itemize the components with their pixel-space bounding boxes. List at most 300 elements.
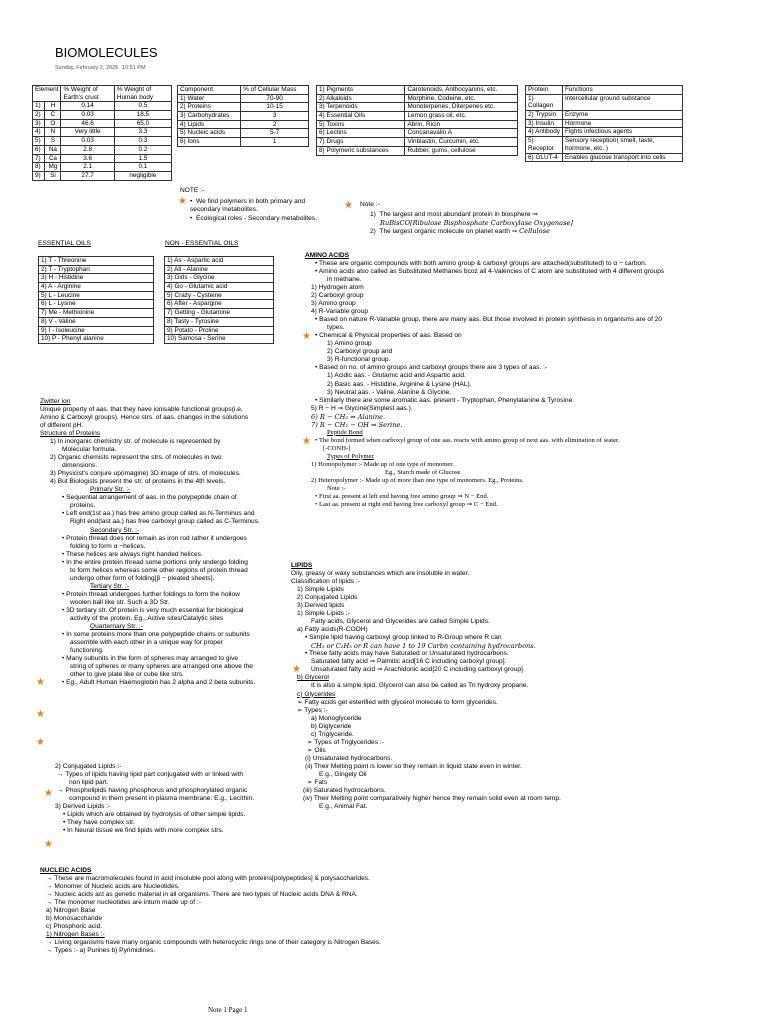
text-line: other to give plate like or cube like strs. bbox=[70, 671, 184, 679]
page-footer: Note 1 Page 1 bbox=[208, 1006, 248, 1014]
table-row bbox=[317, 112, 518, 121]
table-row bbox=[39, 309, 154, 318]
table-row bbox=[165, 265, 274, 274]
section-heading: Structure of Proteins bbox=[40, 430, 101, 438]
table-cell: 0.5 bbox=[114, 102, 171, 111]
table-cell: Rubber, gums, cellulose bbox=[405, 146, 518, 155]
note-list: • We find polymers in both primary and secondary metabolites. • Ecological roles - Secondary metabolites. bbox=[190, 198, 317, 223]
text-line: 2) Carboxyl group bbox=[311, 292, 364, 300]
note-item: The largest organic molecule on planet earth ⇒ bbox=[379, 228, 518, 236]
table-cell: 2) Trypsin bbox=[526, 111, 563, 120]
text-line: • Amino acids also called as Substituted Methanes bcoz all 4-Valencies of C atom are substituted with 4 different groups bbox=[315, 268, 665, 276]
text-line: compound in them present in plasma membrane. E.g., Lecithin. bbox=[69, 795, 255, 803]
note-item: Cellulose bbox=[519, 227, 550, 236]
section-heading: Tertiary Str. :- bbox=[90, 582, 130, 590]
table-cell: 5) Crazy - Cysteine bbox=[165, 291, 274, 300]
table-cell: 1) Water bbox=[178, 94, 241, 103]
table-cell: 2.1 bbox=[61, 163, 114, 172]
table-cell: 6) Ions bbox=[178, 138, 241, 147]
lipids-section bbox=[291, 562, 731, 811]
amino-acids-section bbox=[305, 252, 745, 509]
text-line: • Sequential arrangement of aas. in the polypeptide chain of bbox=[62, 494, 237, 502]
secondary-metabolites-table bbox=[316, 85, 518, 156]
table-row bbox=[165, 274, 274, 283]
table-cell: 2) Alkaloids bbox=[317, 94, 405, 103]
section-heading: Zwitter ion bbox=[40, 398, 71, 405]
page-date: Sunday, February 2, 2025 bbox=[55, 65, 119, 71]
text-line: • Many subunits in the form of spheres may arranged to give bbox=[62, 655, 239, 662]
table-row bbox=[526, 119, 683, 128]
table-row bbox=[165, 291, 274, 300]
table-header-cell: Protein bbox=[526, 86, 563, 95]
table-cell: 0.1 bbox=[114, 163, 171, 172]
table-row bbox=[33, 102, 172, 111]
table-cell: 10) P - Phenyl alanine bbox=[39, 335, 154, 344]
text-line: Saturated fatty acid ⇒ Palmitic acid[16 C including carboxyl group]. bbox=[311, 658, 507, 666]
text-line: (iii) Saturated hydrocarbons. bbox=[303, 786, 386, 794]
star-icon: ★ bbox=[44, 839, 53, 850]
text-line: • Based on no. of amino groups and carboxyl groups there are 3 types of aas. :- bbox=[315, 364, 548, 372]
table-row bbox=[39, 335, 154, 344]
table-cell: Lemon grass oil, etc. bbox=[405, 112, 518, 121]
table-row bbox=[317, 94, 518, 103]
table-cell: Sensory reception( smell, taste, hormone, etc. ) bbox=[562, 137, 682, 153]
table-row bbox=[165, 317, 274, 326]
page-time: 10:51 PM bbox=[122, 65, 146, 71]
table-cell: 10) Samosa - Serine bbox=[165, 335, 274, 344]
table-cell: O bbox=[45, 119, 61, 128]
text-line: functioning. bbox=[70, 646, 104, 654]
table-row bbox=[317, 146, 518, 155]
text-line: → Phospholipids having phosphorus and phosphorylated organic bbox=[57, 787, 248, 795]
text-line: • They have complex str. bbox=[63, 819, 135, 827]
table-cell: 6) bbox=[33, 145, 45, 154]
table-cell: 3.3 bbox=[114, 128, 171, 137]
text-line: ➢ Types of Triglycerides :- bbox=[307, 738, 384, 746]
text-line: → The monomer nucleotides are inturn made up of :- bbox=[46, 899, 201, 907]
essential-oils-table bbox=[38, 256, 154, 344]
table-row bbox=[33, 111, 172, 120]
text-line: • These helices are always right handed helices. bbox=[62, 550, 203, 558]
non-essential-oils-title: NON - ESSENTIAL OILS bbox=[165, 240, 239, 247]
table-cell: Enables glucose transport into cells bbox=[562, 153, 682, 162]
text-line: Types of Polymer bbox=[327, 452, 374, 460]
table-row bbox=[39, 326, 154, 335]
table-cell: 7) bbox=[33, 154, 45, 163]
star-icon: ★ bbox=[302, 436, 311, 447]
table-cell: 4) Lipids bbox=[178, 120, 241, 129]
table-cell: Si bbox=[45, 171, 61, 180]
cellular-mass-table bbox=[177, 85, 309, 147]
text-line: • Protein thread does not remain as iron rod rather it undergoes bbox=[62, 534, 247, 542]
text-line: c) Phosphoric acid. bbox=[46, 923, 103, 931]
text-line: • Simple lipid having carboxyl group linked to R-Group where R can bbox=[305, 634, 502, 642]
star-icon: ★ bbox=[178, 196, 187, 207]
text-line: → Nucleic acids act as genetic material in all organisms. There are two types of Nucleic acids DNA & RNA. bbox=[46, 891, 358, 899]
section-heading: NUCLEIC ACIDS bbox=[40, 867, 92, 874]
protein-functions-table bbox=[525, 85, 683, 162]
text-line: c) Triglyceride. bbox=[311, 730, 354, 738]
table-cell: Abrin, Ricin bbox=[405, 120, 518, 129]
table-cell: 18.5 bbox=[114, 111, 171, 120]
table-header-row bbox=[526, 86, 683, 95]
table-cell: 0.03 bbox=[61, 137, 114, 146]
table-cell: Carotenoids, Anthocyanins, etc. bbox=[405, 86, 518, 95]
star-icon: ★ bbox=[36, 737, 45, 748]
note-label: NOTE :- bbox=[180, 187, 205, 194]
text-line: assemble with each other in a unique way for proper bbox=[70, 638, 223, 646]
table-cell: 65.0 bbox=[114, 119, 171, 128]
table-cell: 1) bbox=[33, 102, 45, 111]
table-row bbox=[39, 291, 154, 300]
text-line: folding to form α −helices. bbox=[70, 542, 146, 550]
table-cell: H bbox=[45, 102, 61, 111]
table-row bbox=[178, 103, 309, 112]
text-line: a) Monoglyceride bbox=[311, 714, 362, 722]
table-row bbox=[33, 137, 172, 146]
table-cell: 4) A - Arginine bbox=[39, 283, 154, 292]
table-cell: 6) L - Lysine bbox=[39, 300, 154, 309]
table-cell: negligible bbox=[114, 171, 171, 180]
text-line: (i) Unsaturated hydrocarbons. bbox=[305, 754, 393, 762]
text-line: • Based on nature R-Variable group, there are many aas. But those involved in protein synthesis in organisms are of 20 bbox=[315, 316, 663, 324]
text-line: 2) Conjugated Lipids bbox=[297, 594, 358, 602]
table-row bbox=[317, 120, 518, 129]
table-cell: Na bbox=[45, 145, 61, 154]
star-icon: ★ bbox=[36, 709, 45, 720]
text-line: 1) Amino group bbox=[327, 340, 372, 348]
text-line: • These are organic compounds with both amino group & carboxyl groups are attached(substituted) to α − carbon. bbox=[315, 260, 647, 268]
text-line: b) Glycerol bbox=[297, 674, 329, 682]
table-cell: 6) Lectins bbox=[317, 129, 405, 138]
star-icon: ★ bbox=[36, 677, 45, 688]
table-cell: 70-90 bbox=[241, 94, 309, 103]
table-row bbox=[526, 153, 683, 162]
table-row bbox=[33, 163, 172, 172]
section-heading: LIPIDS bbox=[291, 562, 313, 569]
table-row bbox=[178, 129, 309, 138]
table-row bbox=[526, 94, 683, 110]
text-line: 1) Nitrogen Bases :- bbox=[46, 931, 105, 939]
text-line: Classification of lipids :- bbox=[291, 578, 360, 586]
table-cell: Concanavalin A bbox=[405, 129, 518, 138]
proteins-section bbox=[40, 398, 285, 687]
table-row bbox=[33, 171, 172, 180]
star-icon: ★ bbox=[344, 200, 353, 211]
table-header-cell: Element bbox=[33, 86, 61, 102]
text-line: • These fatty acids may have Saturated or Unsaturated hydrocarbons. bbox=[305, 650, 509, 658]
table-cell: 8) Tasty - Tyrosine bbox=[165, 317, 274, 326]
star-icon: ★ bbox=[44, 788, 53, 799]
table-cell: Ca bbox=[45, 154, 61, 163]
text-line: 4) But Biologists present the str. of proteins in the 4th levels. bbox=[50, 478, 226, 486]
table-cell: 3) Insulin bbox=[526, 119, 563, 128]
table-cell: 5) Toxins bbox=[317, 120, 405, 129]
section-heading: AMINO ACIDS bbox=[305, 252, 350, 259]
table-row bbox=[33, 145, 172, 154]
text-line: 3) R-functional group. bbox=[327, 356, 391, 364]
table-row bbox=[39, 283, 154, 292]
text-line: woolen ball like str. Such a 3D Str. bbox=[70, 598, 170, 606]
text-line: 2) Basic aas. - Histidine, Arginine & Lysine (HAL). bbox=[327, 380, 472, 388]
table-cell: S bbox=[45, 137, 61, 146]
text-line: → Types :- a) Purines b) Pyrimidines. bbox=[46, 947, 156, 955]
text-line: Peptide Bond bbox=[327, 428, 363, 436]
table-cell: 5) bbox=[33, 137, 45, 146]
text-line: Amino & Carboxyl groups). Hence strs. of aas. changes in the solutions bbox=[40, 414, 249, 422]
table-cell: 2) All - Alanine bbox=[165, 265, 274, 274]
text-line: • Last aa. present at right end having free carboxyl group ⇒ C − End. bbox=[315, 500, 498, 508]
table-header-cell: Component bbox=[178, 86, 241, 95]
table-cell: 9) bbox=[33, 171, 45, 180]
text-line: 2) Carboxyl group and bbox=[327, 348, 393, 356]
star-icon: ★ bbox=[302, 331, 311, 342]
table-row bbox=[178, 120, 309, 129]
table-row bbox=[165, 326, 274, 335]
table-row bbox=[526, 128, 683, 137]
text-line: E.g., Gingely Oil bbox=[319, 770, 367, 778]
table-cell: 27.7 bbox=[61, 171, 114, 180]
text-line: 3) Physicist's conjure up(imagine) 3D image of strs. of molecules. bbox=[50, 470, 241, 478]
text-line: 1) Simple Lipids bbox=[297, 586, 344, 594]
table-cell: 7) Me - Methionine bbox=[39, 309, 154, 318]
table-cell: 2) Proteins bbox=[178, 103, 241, 112]
text-line: non lipid part. bbox=[69, 779, 109, 787]
table-cell: Very little bbox=[61, 128, 114, 137]
essential-oils-title: ESSENTIAL OILS bbox=[38, 240, 91, 247]
page-title: BIOMOLECULES bbox=[55, 45, 158, 60]
table-row bbox=[317, 138, 518, 147]
table-cell: 8) bbox=[33, 163, 45, 172]
table-cell: 5) Receptor bbox=[526, 137, 563, 153]
table-cell: 2) T - Tryptophan bbox=[39, 265, 154, 274]
text-line: 3) Amino group bbox=[311, 300, 356, 308]
text-line: activity of the protein. Eg., Active sites/Catalytic sites bbox=[70, 614, 224, 622]
table-row bbox=[39, 317, 154, 326]
text-line: (iv) Their Melting point comparatively higher hence they remain solid even at room temp. bbox=[303, 794, 561, 802]
table-header-row bbox=[33, 86, 172, 102]
text-line: 1) Acidic aas. - Glutamic acid and Aspartic acid. bbox=[327, 372, 466, 380]
table-cell: 0.14 bbox=[61, 102, 114, 111]
table-header-cell: % of Cellular Mass bbox=[241, 86, 309, 95]
text-line: 5) R − H ⇒ Glycine(Simplest aas.). bbox=[311, 404, 413, 412]
table-row bbox=[317, 103, 518, 112]
text-line: 1) In inorganic chemistry str. of molecule is represented by bbox=[50, 438, 221, 446]
table-row bbox=[178, 94, 309, 103]
table-cell: 8) V - Valine bbox=[39, 317, 154, 326]
lipids-continued bbox=[55, 763, 290, 835]
table-row bbox=[526, 111, 683, 120]
text-line: → Types of lipids having lipid part conjugated with or linked with bbox=[57, 771, 244, 779]
table-cell: 8) Polymeric substances bbox=[317, 146, 405, 155]
table-cell: 5) Nucleic acids bbox=[178, 129, 241, 138]
table-cell: 0.3 bbox=[114, 137, 171, 146]
note-item: The largest and most abundant protein in biosphere ⇒ bbox=[379, 211, 538, 218]
text-line: • In Neural tissue we find lipids with more complex strs. bbox=[63, 827, 224, 835]
table-header-row bbox=[178, 86, 309, 95]
table-cell: 1) Pigments bbox=[317, 86, 405, 95]
table-row bbox=[165, 283, 274, 292]
text-line: • Lipids which are obtained by hydrolysis of other simple lipids. bbox=[63, 811, 246, 819]
table-cell: 4) bbox=[33, 128, 45, 137]
table-cell: Fights infectious agents bbox=[562, 128, 682, 137]
table-cell: 3) Terpenoids bbox=[317, 103, 405, 112]
table-cell: 4) Antibody bbox=[526, 128, 563, 137]
text-line: Fatty acids, Glycerol and Glycerides are called Simple Lipids. bbox=[311, 618, 490, 626]
table-cell: 2) bbox=[33, 111, 45, 120]
text-line: → Monomer of Nucleic acids are Nucleotides. bbox=[46, 883, 180, 891]
text-line: a) Fatty acids(R-COOH) bbox=[297, 626, 368, 634]
table-cell: 5-7 bbox=[241, 129, 309, 138]
text-line: 3) Neutral aas. - Valine, Alanine & Glycine. bbox=[327, 388, 452, 396]
table-cell: 6) GLUT-4 bbox=[526, 153, 563, 162]
table-cell: 3) Carbohydrates bbox=[178, 112, 241, 121]
table-row bbox=[39, 274, 154, 283]
text-line: Oily, greasy or waxy substances which are insoluble in water. bbox=[291, 570, 470, 578]
table-row bbox=[165, 300, 274, 309]
table-header-cell: % Weight of Human body bbox=[114, 86, 171, 102]
table-cell: 0.03 bbox=[61, 111, 114, 120]
text-line: 2) Conjugated Lipids :- bbox=[55, 763, 122, 770]
table-cell: 1) As - Aspartic acid bbox=[165, 257, 274, 266]
text-line: Unique property of aas. that they have ionisable functional groups(i.e, bbox=[40, 406, 243, 414]
table-row bbox=[165, 335, 274, 344]
note-list: 1) The largest and most abundant protein in biosphere ⇒ RuBisCO[Ribulose Bisphosphate Carboxylase Oxygenase] 2) The largest organic molecule on planet earth ⇒ Cellulose bbox=[370, 211, 670, 236]
text-line: Eg., Starch made of Glucose bbox=[385, 468, 461, 476]
table-row bbox=[39, 265, 154, 274]
section-heading: Secondary Str. :- bbox=[90, 526, 140, 534]
table-cell: Vinblastin, Curcumin, etc. bbox=[405, 138, 518, 147]
table-cell: 1.5 bbox=[114, 154, 171, 163]
table-row bbox=[33, 128, 172, 137]
table-cell: 2.8 bbox=[61, 145, 114, 154]
note-label: Note :- bbox=[360, 201, 380, 208]
section-heading: Quarternary Str. :- bbox=[90, 622, 143, 630]
text-line: ➢ Fatty acids get esterified with glycerol molecule to form glycerides. bbox=[297, 698, 498, 706]
text-line: a) Nitrogen Base bbox=[46, 907, 96, 915]
text-line: types. bbox=[327, 324, 345, 332]
table-cell: N bbox=[45, 128, 61, 137]
text-line: 6) R − CH₃ ⇒ Alanine. bbox=[311, 412, 386, 421]
text-line: E.g., Animal Fat. bbox=[319, 802, 368, 810]
table-cell: 2 bbox=[241, 120, 309, 129]
text-line: • 3D tertiary str. Of protein is very much essential for biological bbox=[62, 606, 244, 614]
table-cell: 46.6 bbox=[61, 119, 114, 128]
table-row bbox=[165, 257, 274, 266]
table-row bbox=[165, 309, 274, 318]
note-item: Ecological roles - Secondary metabolites. bbox=[195, 215, 317, 223]
text-line: • Protein thread undergoes further foldings to form the hollow bbox=[62, 590, 240, 598]
star-icon: ★ bbox=[292, 664, 301, 675]
table-row bbox=[178, 138, 309, 147]
text-line: dimensions. bbox=[62, 462, 98, 470]
table-cell: 4) Essential Oils bbox=[317, 112, 405, 121]
text-line: 4) R-Variable group bbox=[311, 308, 369, 316]
table-row bbox=[526, 137, 683, 153]
text-line: 3) Derived Lipids :- bbox=[55, 803, 111, 811]
text-line: → Living organisms have many organic compounds with heterocyclic rings one of their category is Nitrogen Bases. bbox=[46, 939, 381, 947]
text-line: It is also a simple lipid. Glycerol can also be called as Tri hydroxy propane. bbox=[311, 682, 529, 690]
text-line: b) Diglyceride bbox=[311, 722, 352, 730]
text-line: string of spheres or many spheres are arranged one above the bbox=[70, 663, 253, 671]
table-cell: Enzyme bbox=[562, 111, 682, 120]
table-row bbox=[317, 86, 518, 95]
table-cell: 3) H - Histidine bbox=[39, 274, 154, 283]
text-line: 1) Simple Lipids :- bbox=[297, 610, 350, 618]
text-line: 1) Hydrogen atom bbox=[311, 284, 364, 292]
text-line: (ii) Their Melting point is lower so they remain in liquid state even in winter. bbox=[305, 762, 522, 770]
table-cell: 3) bbox=[33, 119, 45, 128]
table-cell: Morphine, Codeine, etc. bbox=[405, 94, 518, 103]
text-line: ➢ Oils bbox=[307, 746, 326, 754]
section-heading: Primary Str. :- bbox=[90, 486, 131, 494]
table-cell: 1 bbox=[241, 138, 309, 147]
table-cell: Monoterpenes, Diterpenes etc. bbox=[405, 103, 518, 112]
table-cell: C bbox=[45, 111, 61, 120]
table-cell: 9) I - Isoleucine bbox=[39, 326, 154, 335]
note-item: RuBisCO[Ribulose Bisphosphate Carboxylase Oxygenase] bbox=[380, 219, 573, 228]
text-line: • The bond formed when carboxyl group of one aas. reacts with amino group of next aas. with elimination of water. bbox=[315, 436, 620, 444]
table-cell: Hormone bbox=[562, 119, 682, 128]
table-cell: 4) Go - Glutamic acid bbox=[165, 283, 274, 292]
table-cell: 3) Girls - Glycine bbox=[165, 274, 274, 283]
text-line: CH₃ or C₂H₅ or R can have 1 to 19 Carbn containing hydrocarbons. bbox=[311, 642, 536, 651]
text-line: • Chemical & Physical properties of aas. Based on bbox=[315, 332, 462, 340]
non-essential-oils-table bbox=[164, 256, 274, 344]
text-line: • Left end(1st aa.) has free amino group called as N-Terminus and bbox=[62, 510, 255, 518]
text-line: 2) Organic chemists represent the strs. of molecules in two bbox=[50, 454, 222, 462]
text-line: proteins. bbox=[70, 502, 96, 510]
table-cell: 1) T - Threonine bbox=[39, 257, 154, 266]
table-cell: 10-15 bbox=[241, 103, 309, 112]
table-row bbox=[317, 129, 518, 138]
table-row bbox=[39, 257, 154, 266]
table-cell: 7) Drugs bbox=[317, 138, 405, 147]
text-line: in methane. bbox=[327, 276, 362, 284]
text-line: undergo other form of folding[β − pleated sheets]. bbox=[70, 574, 215, 582]
nucleic-acids-section bbox=[40, 867, 740, 955]
text-line: of different pH. bbox=[40, 422, 84, 430]
text-line: • In some proteins more than one polypeptide chains or subunits bbox=[62, 630, 250, 638]
table-row bbox=[178, 112, 309, 121]
text-line: b) Monosaccharide bbox=[46, 915, 103, 923]
text-line: 3) Derived lipids bbox=[297, 602, 345, 610]
text-line: ➢ Types :- bbox=[297, 706, 328, 714]
text-line: Molecular formula. bbox=[62, 446, 117, 454]
text-line: 1) Homopolymer :- Made up of one type of monomer. bbox=[311, 460, 454, 468]
text-line: • Similarly there are some aromatic aas. present - Tryptophan, Phenylalanine & Tyrosine. bbox=[315, 396, 575, 404]
table-header-cell: % Weight of Earth's crust bbox=[61, 86, 114, 102]
text-line: Note :- bbox=[327, 484, 346, 492]
elements-table bbox=[32, 85, 172, 181]
text-line: ➢ Fats bbox=[307, 778, 328, 786]
table-cell: Mg bbox=[45, 163, 61, 172]
table-cell: 7) Getting - Glutamine bbox=[165, 309, 274, 318]
text-line: 2) Heteropolymer :- Made up of more than one type of monomers. Eg., Proteins. bbox=[311, 476, 524, 484]
text-line: • In the entire protein thread some portions only undergo folding bbox=[62, 558, 248, 566]
table-row bbox=[39, 300, 154, 309]
text-line: 7) R − CH₂ − OH ⇒ Serine. bbox=[311, 420, 403, 429]
table-cell: 0.2 bbox=[114, 145, 171, 154]
table-cell: 3 bbox=[241, 112, 309, 121]
text-line: Unsaturated fatty acid ⇒ Arachidonic acid[20 C including carboxyl group]. bbox=[311, 666, 525, 674]
text-line: to form helices whereas some other regions of protein thread bbox=[70, 566, 248, 574]
table-cell: 3.6 bbox=[61, 154, 114, 163]
text-line: [-CONH-] bbox=[323, 444, 351, 452]
note-item: We find polymers in both primary and secondary metabolites. bbox=[190, 198, 306, 214]
table-header-cell: Functions bbox=[562, 86, 682, 95]
table-cell: 1) Collagen bbox=[526, 94, 563, 110]
